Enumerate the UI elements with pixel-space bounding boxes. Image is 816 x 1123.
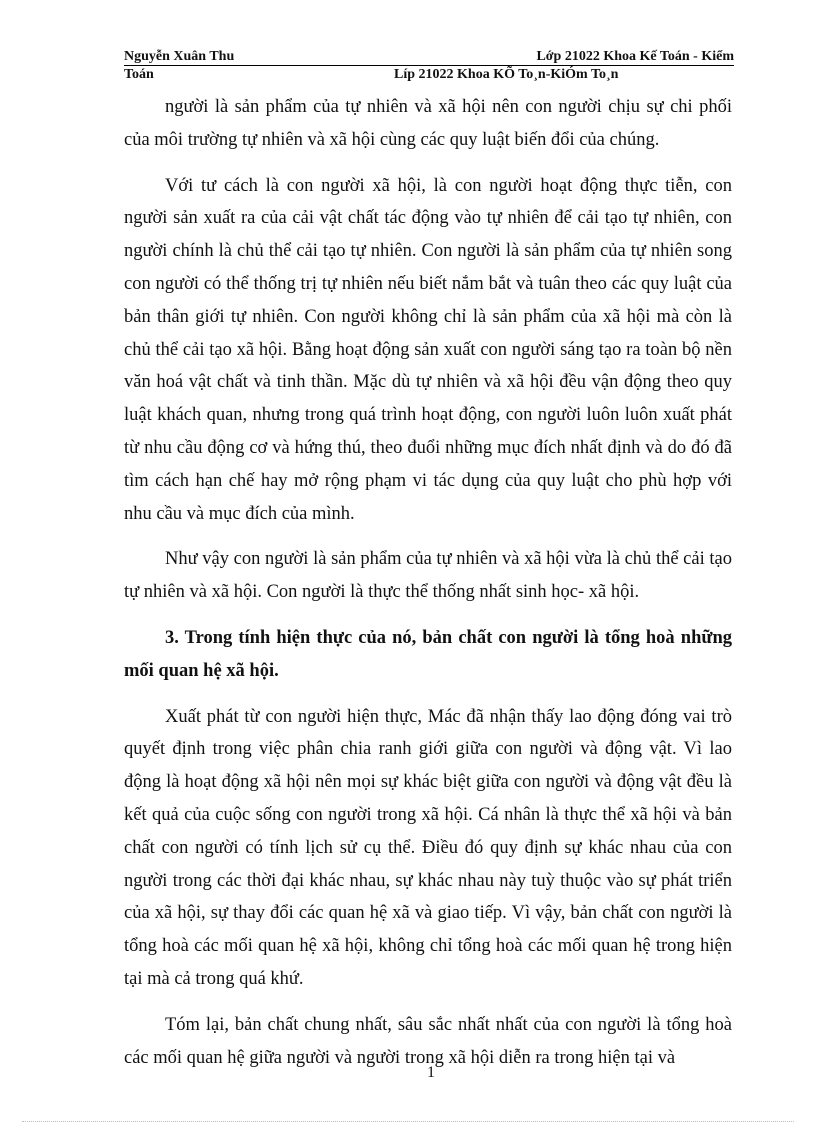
page-header <box>124 47 734 83</box>
paragraph-continued: người là sản phẩm của tự nhiên và xã hội nên con người chịu sự chi phối của môi trường tự nhiên và xã hội cùng các quy luật biến đổi của chúng. <box>124 97 732 150</box>
paragraph: Tóm lại, bản chất chung nhất, sâu sắc nhất nhất của con người là tổng hoà các mối quan hệ giữa người và người trong xã hội diễn ra trong hiện tại và <box>124 1014 732 1068</box>
header-rule <box>124 65 734 66</box>
paragraph: Xuất phát từ con người hiện thực, Mác đã nhận thấy lao động đóng vai trò quyết định trong việc phân chia ranh giới giữa con người và động vật. Vì lao động là hoạt động xã hội nên mọi sự khác biệt giữa con người và động vật đều là kết quả của cuộc sống con người trong xã hội. Cá nhân là thực thể xã hội và bản chất con người có tính lịch sử cụ thể. Điều đó quy định sự khác nhau của con người trong các thời đại khác nhau, sự khác nhau này tuỳ thuộc vào sự phát triển của xã hội, sự thay đổi các quan hệ xã và giao tiếp. Vì vậy, bản chất con người là tổng hoà các mối quan hệ xã hội, không chỉ tổng hoà các mối quan hệ trong hiện tại mà cả trong quá khứ. <box>124 706 732 989</box>
header-author: Nguyễn Xuân Thu <box>124 49 235 64</box>
header-class-info-garbled: Líp 21022 Khoa KÕ To¸n-KiÓm To¸n <box>394 67 619 82</box>
header-class-info: Lớp 21022 Khoa Kế Toán - Kiểm <box>536 49 734 64</box>
page-bottom-border <box>22 1121 794 1122</box>
header-class-info-continued: Toán <box>124 67 154 82</box>
paragraph: Như vậy con người là sản phẩm của tự nhiên và xã hội vừa là chủ thể cải tạo tự nhiên và xã hội. Con người là thực thể thống nhất sinh học- xã hội. <box>124 549 732 603</box>
section-heading: 3. Trong tính hiện thực của nó, bản chất con người là tổng hoà những mối quan hệ xã hội. <box>124 627 732 681</box>
paragraph: Với tư cách là con người xã hội, là con người hoạt động thực tiễn, con người sản xuất ra của cải vật chất tác động vào tự nhiên để cải tạo tự nhiên, con người chính là chủ thể cải tạo tự nhiên. Con người là sản phẩm của tự nhiên song con người có thể thống trị tự nhiên nếu biết nắm bắt và tuân theo các quy luật của bản thân giới tự nhiên. Con người không chỉ là sản phẩm của xã hội mà còn là chủ thể cải tạo xã hội. Bằng hoạt động sản xuất con người sáng tạo ra toàn bộ nền văn hoá vật chất và tinh thần. Mặc dù tự nhiên và xã hội đều vận động theo quy luật khách quan, nhưng trong quá trình hoạt động, con người luôn luôn xuất phát từ nhu cầu động cơ và hứng thú, theo đuổi những mục đích nhất định và do đó đã tìm cách hạn chế hay mở rộng phạm vi tác dụng của quy luật cho phù hợp với nhu cầu và mục đích của mình. <box>124 175 732 524</box>
body-text <box>124 91 732 1087</box>
page-number: 1 <box>427 1064 435 1081</box>
